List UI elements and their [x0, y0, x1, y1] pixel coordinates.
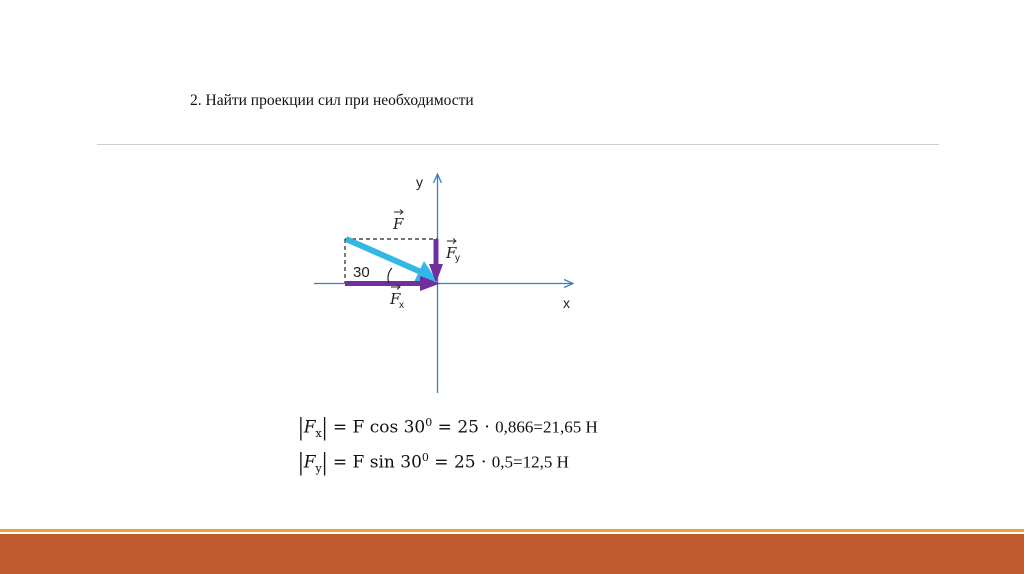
- formula-fy: $|F_y| = F$ $\sin 30^0 = 25 \cdot 0,5=12,5$ Н: [298, 449, 569, 477]
- angle-arc: [388, 268, 392, 283]
- footer-accent-line: [0, 529, 1024, 532]
- fy-label-sub: y: [455, 253, 460, 264]
- force-label: F: [393, 215, 404, 233]
- fx-label-letter: F: [390, 290, 401, 308]
- fy-label-vector-arrow: [447, 239, 456, 244]
- force-label-vector-arrow: [394, 210, 403, 215]
- formula-fx: $|F_x| = F$ $\cos 30^0 = 25 \cdot 0,866=21,65$ Н: [298, 414, 598, 442]
- y-axis-label: y: [416, 174, 423, 190]
- angle-label: 30: [353, 264, 370, 281]
- slide-heading: 2. Найти проекции сил при необходимости: [190, 92, 474, 109]
- footer-bar: [0, 534, 1024, 574]
- x-axis-label: x: [563, 295, 570, 311]
- fy-label-letter: F: [446, 244, 457, 262]
- fx-label-sub: x: [399, 300, 404, 311]
